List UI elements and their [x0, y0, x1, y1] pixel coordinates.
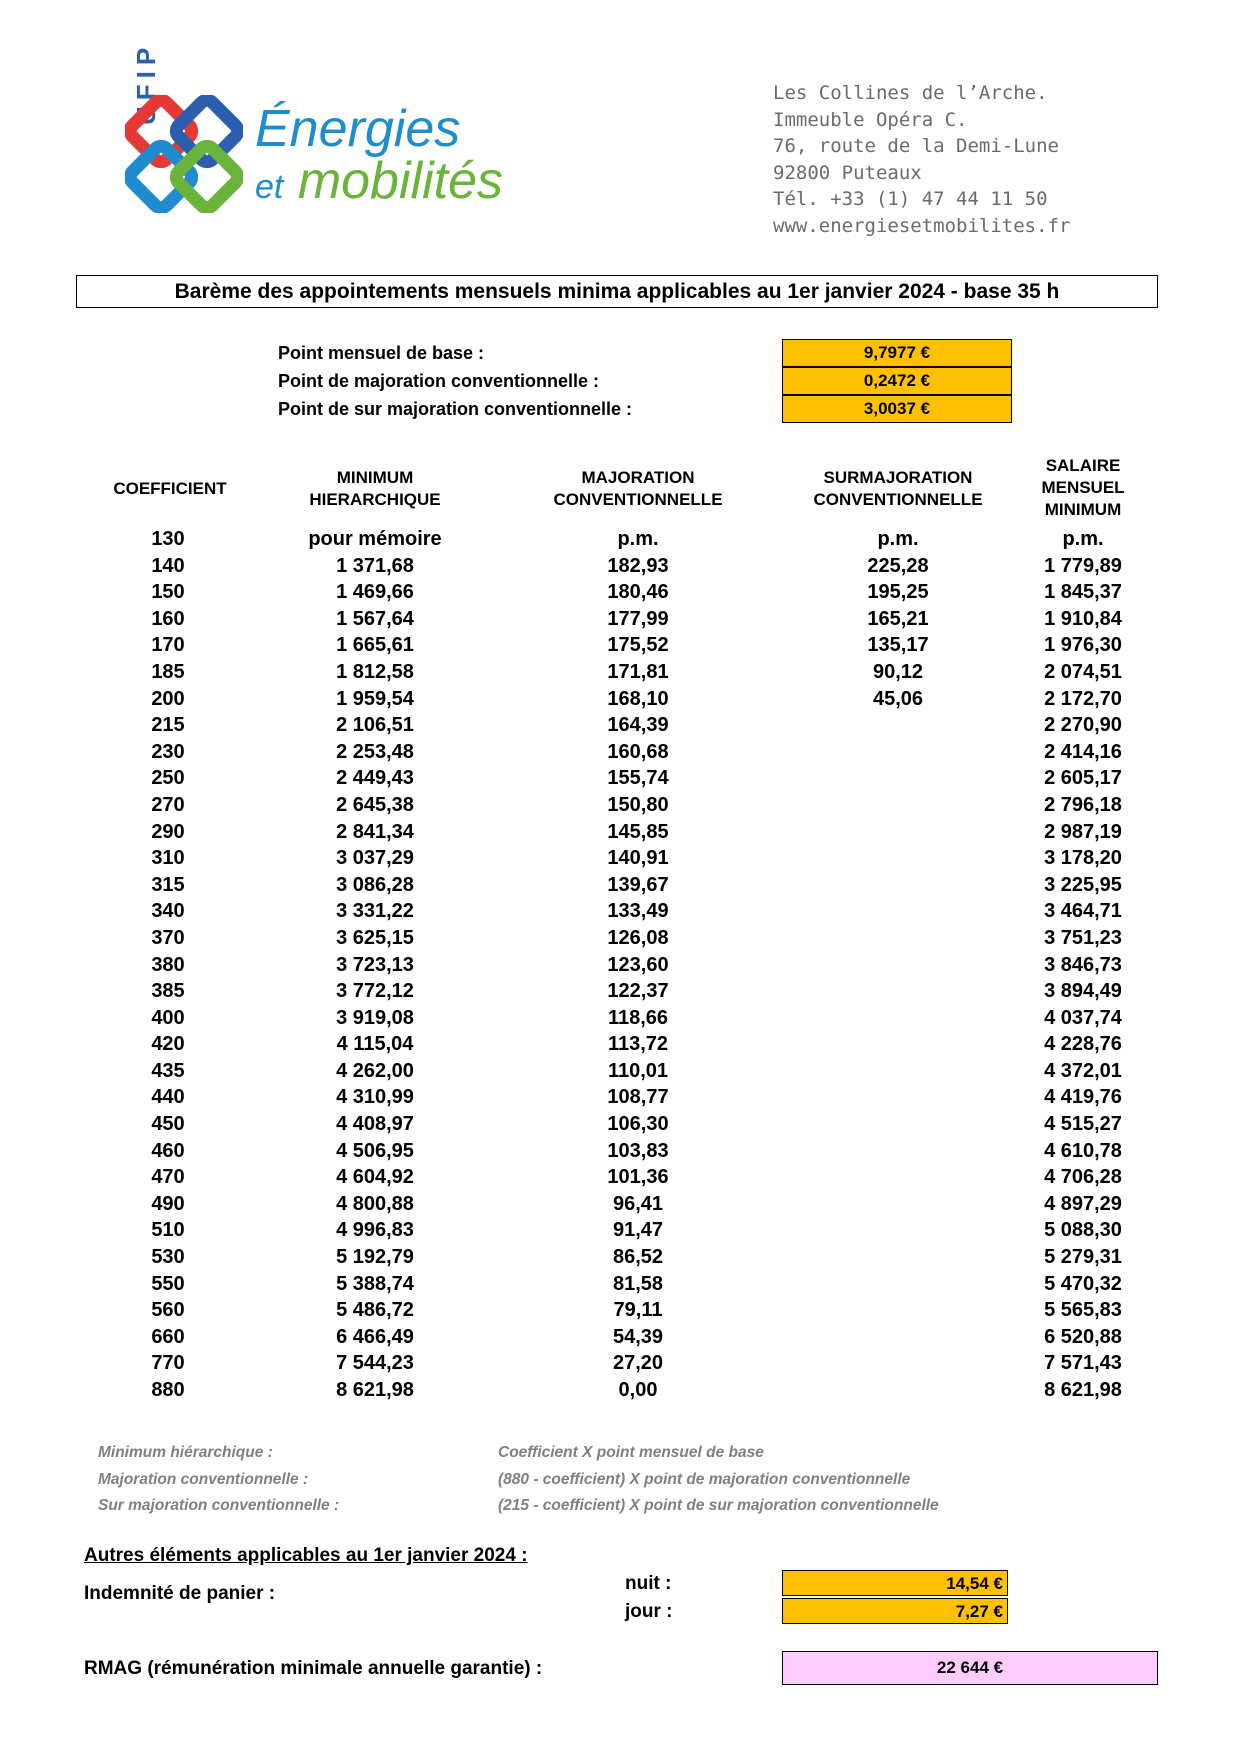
cell-minimum: 3 625,15	[336, 926, 414, 949]
cell-majoration: 101,36	[607, 1166, 669, 1189]
cell-majoration: 133,49	[607, 900, 669, 923]
formula-name: Sur majoration conventionnelle :	[98, 1497, 340, 1514]
panier-label: Indemnité de panier :	[84, 1583, 276, 1604]
cell-minimum: 3 723,13	[336, 953, 414, 976]
cell-coefficient: 385	[151, 980, 185, 1003]
formula-text: (215 - coefficient) X point de sur majoration conventionnelle	[498, 1497, 939, 1514]
cell-minimum: 4 262,00	[336, 1059, 414, 1082]
table-row	[0, 686, 1241, 713]
logo-ufip-text: UFIP	[131, 41, 161, 125]
cell-minimum: 8 621,98	[336, 1379, 414, 1401]
cell-minimum: 5 192,79	[336, 1246, 414, 1269]
address-website: www.energiesetmobilites.fr	[773, 214, 1071, 237]
cell-coefficient: 315	[151, 873, 185, 896]
cell-minimum: 5 486,72	[336, 1299, 414, 1322]
cell-majoration: 126,08	[607, 926, 669, 949]
cell-majoration: 106,30	[607, 1113, 669, 1136]
cell-minimum: 2 449,43	[336, 767, 414, 790]
table-row	[0, 659, 1241, 686]
address-line: Immeuble Opéra C.	[773, 108, 968, 131]
table-row	[0, 952, 1241, 979]
cell-minimum: 5 388,74	[336, 1272, 414, 1295]
cell-majoration: 54,39	[612, 1325, 664, 1348]
cell-majoration: 140,91	[607, 847, 669, 870]
point-value: 0,2472 €	[782, 367, 1012, 395]
table-row	[0, 1324, 1241, 1351]
cell-minimum: 3 037,29	[336, 847, 414, 870]
cell-surmajoration: 90,12	[872, 660, 924, 683]
cell-coefficient: 490	[151, 1192, 185, 1215]
cell-salaire: 4 228,76	[1044, 1033, 1122, 1056]
cell-majoration: 81,58	[612, 1272, 664, 1295]
cell-minimum: 2 841,34	[336, 820, 414, 843]
cell-minimum: 4 996,83	[336, 1219, 414, 1242]
cell-salaire: 3 225,95	[1044, 873, 1122, 896]
cell-majoration: 182,93	[607, 554, 669, 577]
address-phone: Tél. +33 (1) 47 44 11 50	[773, 188, 1048, 210]
header-surmajoration: SURMAJORATION CONVENTIONNELLE	[813, 468, 983, 509]
cell-majoration: p.m.	[617, 528, 659, 550]
cell-surmajoration: 135,17	[867, 634, 929, 657]
table-row	[0, 606, 1241, 633]
cell-majoration: 177,99	[607, 607, 669, 630]
cell-majoration: 123,60	[607, 953, 669, 976]
points-block	[278, 339, 931, 423]
table-row	[0, 819, 1241, 846]
formula-name: Minimum hiérarchique :	[98, 1444, 273, 1461]
header-majoration: MAJORATION CONVENTIONNELLE	[553, 468, 723, 509]
cell-minimum: 4 800,88	[336, 1192, 414, 1215]
cell-salaire: 5 279,31	[1044, 1246, 1122, 1269]
cell-majoration: 160,68	[607, 740, 669, 763]
company-logo	[95, 41, 555, 220]
table-row	[0, 1350, 1241, 1377]
table-row	[0, 712, 1241, 739]
cell-salaire: 6 520,88	[1044, 1325, 1122, 1348]
logo-knot-icon	[125, 95, 243, 213]
table-row	[0, 1031, 1241, 1058]
cell-coefficient: 880	[151, 1379, 185, 1401]
autres-heading: Autres éléments applicables au 1er janvier 2024 :	[84, 1545, 528, 1566]
table-row	[0, 925, 1241, 952]
cell-salaire: 4 610,78	[1044, 1139, 1122, 1162]
cell-salaire: 4 897,29	[1044, 1192, 1122, 1215]
cell-minimum: 3 772,12	[336, 980, 414, 1003]
cell-coefficient: 380	[151, 953, 185, 976]
cell-salaire: 4 706,28	[1044, 1166, 1122, 1189]
table-row	[0, 1138, 1241, 1165]
cell-salaire: 1 976,30	[1044, 634, 1122, 657]
table-row	[0, 872, 1241, 899]
cell-salaire: 2 605,17	[1044, 767, 1122, 790]
cell-salaire: 2 172,70	[1044, 687, 1122, 710]
cell-coefficient: 170	[151, 634, 185, 657]
rmag-value: 22 644 €	[782, 1651, 1158, 1685]
formula-text: (880 - coefficient) X point de majoration conventionnelle	[498, 1470, 911, 1488]
cell-salaire: 8 621,98	[1044, 1379, 1122, 1401]
cell-minimum: 4 506,95	[336, 1139, 414, 1162]
cell-majoration: 0,00	[618, 1379, 658, 1401]
cell-majoration: 108,77	[607, 1086, 669, 1109]
company-address	[773, 80, 1070, 239]
cell-coefficient: 140	[151, 554, 185, 577]
cell-salaire: 4 037,74	[1044, 1006, 1122, 1029]
cell-minimum: 4 115,04	[336, 1033, 414, 1056]
cell-minimum: 4 408,97	[336, 1113, 414, 1136]
cell-majoration: 139,67	[607, 873, 669, 896]
point-row	[278, 339, 931, 367]
table-row	[0, 632, 1241, 659]
cell-majoration: 155,74	[607, 767, 669, 790]
cell-minimum: 4 604,92	[336, 1166, 414, 1189]
cell-salaire: 1 845,37	[1044, 581, 1122, 604]
cell-coefficient: 530	[151, 1246, 185, 1269]
nuit-label: nuit :	[625, 1573, 672, 1594]
table-row	[0, 526, 1241, 553]
table-row	[0, 898, 1241, 925]
cell-majoration: 96,41	[612, 1192, 664, 1215]
cell-coefficient: 250	[151, 767, 185, 790]
cell-coefficient: 270	[151, 793, 185, 816]
cell-coefficient: 370	[151, 926, 185, 949]
cell-coefficient: 510	[151, 1219, 185, 1242]
cell-coefficient: 340	[151, 900, 185, 923]
cell-majoration: 145,85	[607, 820, 669, 843]
cell-coefficient: 400	[151, 1006, 185, 1029]
point-row	[278, 395, 931, 423]
table-row	[0, 1058, 1241, 1085]
cell-minimum: 3 086,28	[336, 873, 414, 896]
table-row	[0, 792, 1241, 819]
cell-salaire: 2 074,51	[1044, 660, 1122, 683]
cell-majoration: 86,52	[612, 1246, 664, 1269]
table-row	[0, 1244, 1241, 1271]
point-label: Point de majoration conventionnelle :	[278, 371, 600, 391]
cell-coefficient: 460	[151, 1139, 185, 1162]
cell-coefficient: 230	[151, 740, 185, 763]
table-row	[0, 1111, 1241, 1138]
cell-surmajoration: 165,21	[867, 607, 929, 630]
formulas-block	[98, 1440, 939, 1520]
address-line: Les Collines de l’Arche.	[773, 82, 1048, 104]
cell-minimum: 2 645,38	[336, 793, 414, 816]
cell-surmajoration: p.m.	[877, 528, 919, 550]
cell-majoration: 91,47	[612, 1219, 664, 1242]
cell-salaire: 5 470,32	[1044, 1272, 1122, 1295]
cell-majoration: 103,83	[607, 1139, 669, 1162]
jour-value: 7,27 €	[782, 1598, 1008, 1624]
table-row	[0, 1271, 1241, 1298]
cell-surmajoration: 195,25	[867, 581, 929, 604]
cell-majoration: 150,80	[607, 793, 669, 816]
cell-salaire: 1 910,84	[1044, 607, 1122, 630]
cell-coefficient: 770	[151, 1352, 185, 1375]
address-line: 92800 Puteaux	[773, 161, 922, 184]
cell-coefficient: 185	[151, 660, 185, 683]
cell-coefficient: 215	[151, 714, 185, 737]
cell-coefficient: 450	[151, 1113, 185, 1136]
point-value: 3,0037 €	[782, 395, 1012, 423]
cell-minimum: 6 466,49	[336, 1325, 414, 1348]
cell-majoration: 113,72	[607, 1033, 669, 1056]
cell-coefficient: 310	[151, 847, 185, 870]
cell-minimum: 4 310,99	[336, 1086, 414, 1109]
cell-minimum: pour mémoire	[308, 528, 442, 550]
cell-salaire: 5 088,30	[1044, 1219, 1122, 1242]
cell-minimum: 1 371,68	[336, 554, 414, 577]
cell-majoration: 79,11	[613, 1299, 663, 1322]
table-row	[0, 739, 1241, 766]
point-row	[278, 367, 931, 395]
point-label: Point mensuel de base :	[278, 343, 485, 363]
formula-row	[98, 1467, 911, 1494]
cell-majoration: 175,52	[607, 634, 669, 657]
cell-salaire: 2 987,19	[1044, 820, 1122, 843]
table-row	[0, 1297, 1241, 1324]
table-row	[0, 1084, 1241, 1111]
cell-salaire: 1 779,89	[1044, 554, 1122, 577]
table-row	[0, 765, 1241, 792]
cell-majoration: 110,01	[607, 1059, 669, 1082]
cell-salaire: 3 751,23	[1044, 926, 1122, 949]
cell-majoration: 180,46	[607, 581, 669, 604]
cell-salaire: 4 372,01	[1044, 1059, 1122, 1082]
cell-salaire: 5 565,83	[1044, 1299, 1122, 1322]
cell-coefficient: 470	[151, 1166, 185, 1189]
table-row	[0, 579, 1241, 606]
cell-salaire: 4 419,76	[1044, 1086, 1122, 1109]
cell-coefficient: 150	[151, 581, 185, 604]
header-salaire: SALAIRE MENSUEL MINIMUM	[1041, 456, 1125, 519]
cell-coefficient: 160	[151, 607, 185, 630]
cell-salaire: 3 846,73	[1044, 953, 1122, 976]
table-row	[0, 978, 1241, 1005]
table-row	[0, 1005, 1241, 1032]
cell-majoration: 171,81	[607, 660, 669, 683]
cell-minimum: 1 959,54	[336, 687, 414, 710]
table-row	[0, 845, 1241, 872]
document-title: Barème des appointements mensuels minima applicables au 1er janvier 2024 - base 35 h	[76, 275, 1158, 308]
point-value: 9,7977 €	[782, 339, 1012, 367]
logo-wordmark: Énergies et mobilités	[255, 100, 503, 210]
rmag-label: RMAG (rémunération minimale annuelle garantie) :	[84, 1658, 543, 1679]
cell-majoration: 168,10	[607, 687, 669, 710]
nuit-value: 14,54 €	[782, 1570, 1008, 1596]
cell-salaire: 2 414,16	[1044, 740, 1122, 763]
cell-salaire: 3 178,20	[1044, 847, 1122, 870]
cell-surmajoration: 45,06	[872, 687, 924, 710]
table-row	[0, 1164, 1241, 1191]
formula-text: Coefficient X point mensuel de base	[498, 1444, 764, 1461]
table-row	[0, 1217, 1241, 1244]
header-coefficient: COEFFICIENT	[113, 479, 227, 498]
cell-coefficient: 200	[151, 687, 185, 710]
table-header	[0, 455, 1241, 525]
header-minimum: MINIMUM HIERARCHIQUE	[309, 468, 441, 509]
point-label: Point de sur majoration conventionnelle :	[278, 399, 633, 419]
cell-coefficient: 290	[151, 820, 185, 843]
formula-row	[98, 1440, 764, 1467]
cell-salaire: 4 515,27	[1044, 1113, 1122, 1136]
cell-minimum: 1 812,58	[336, 660, 414, 683]
cell-minimum: 2 253,48	[336, 740, 414, 763]
cell-minimum: 3 919,08	[336, 1006, 414, 1029]
formula-name: Majoration conventionnelle :	[98, 1470, 309, 1488]
cell-salaire: 2 796,18	[1044, 793, 1122, 816]
cell-coefficient: 130	[151, 528, 185, 550]
cell-coefficient: 560	[151, 1299, 185, 1322]
table-row	[0, 1191, 1241, 1218]
cell-salaire: 2 270,90	[1044, 714, 1122, 737]
cell-salaire: p.m.	[1062, 528, 1104, 550]
cell-coefficient: 660	[151, 1325, 185, 1348]
address-line: 76, route de la Demi-Lune	[773, 135, 1059, 157]
cell-minimum: 1 665,61	[336, 634, 414, 657]
salary-table	[0, 526, 1241, 1404]
cell-salaire: 7 571,43	[1044, 1352, 1122, 1375]
cell-coefficient: 550	[151, 1272, 185, 1295]
cell-minimum: 1 469,66	[336, 581, 414, 604]
table-row	[0, 1377, 1241, 1404]
cell-coefficient: 440	[151, 1086, 185, 1109]
cell-majoration: 164,39	[607, 714, 669, 737]
cell-coefficient: 435	[151, 1059, 185, 1082]
cell-minimum: 1 567,64	[336, 607, 414, 630]
cell-salaire: 3 464,71	[1044, 900, 1122, 923]
cell-coefficient: 420	[151, 1033, 185, 1056]
table-row	[0, 553, 1241, 580]
cell-salaire: 3 894,49	[1044, 980, 1122, 1003]
cell-minimum: 7 544,23	[336, 1352, 414, 1375]
cell-majoration: 122,37	[607, 980, 669, 1003]
cell-minimum: 3 331,22	[336, 900, 414, 923]
formula-row	[98, 1493, 939, 1520]
cell-majoration: 118,66	[607, 1006, 669, 1029]
jour-label: jour :	[625, 1601, 673, 1622]
cell-minimum: 2 106,51	[336, 714, 414, 737]
cell-majoration: 27,20	[612, 1352, 664, 1375]
cell-surmajoration: 225,28	[867, 554, 929, 577]
